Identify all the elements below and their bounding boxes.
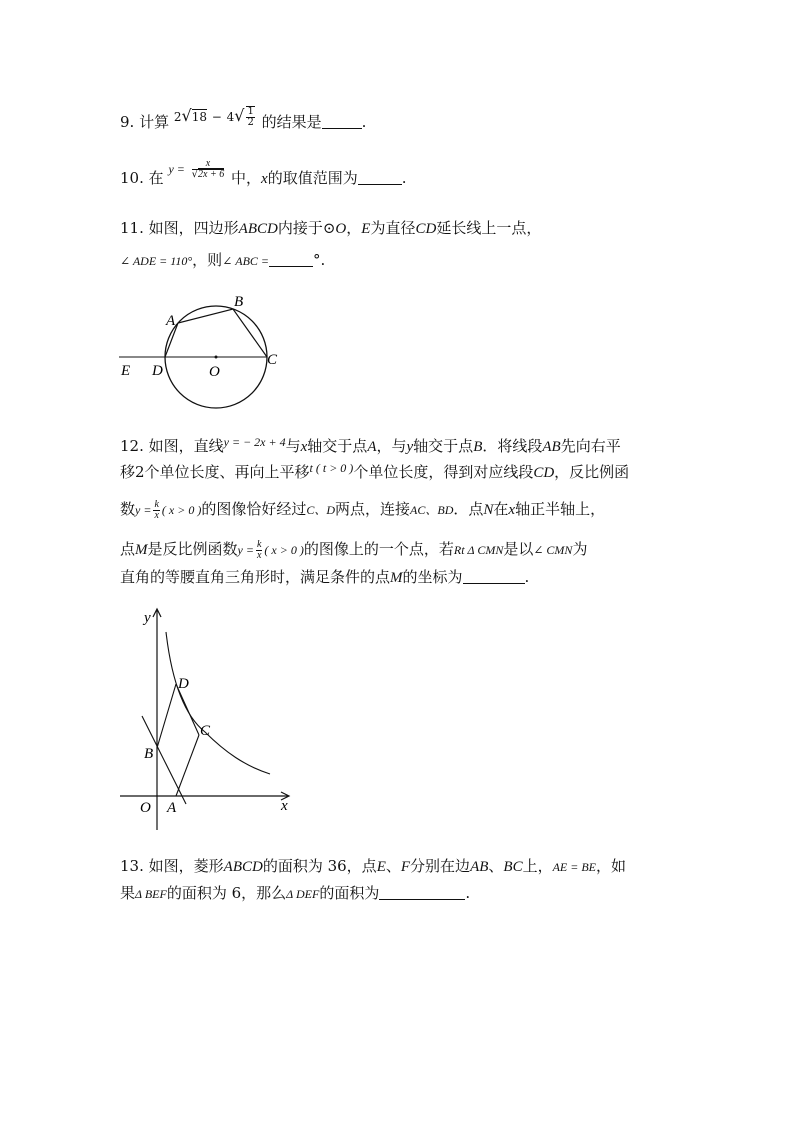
q12-l1-b: 与 [285,437,301,455]
q12-l4-cond: ( x > 0 ) [264,543,304,557]
question-11-line1 [120,218,541,239]
q13-number: 13. [120,857,144,875]
q10-y-eq: y = [168,162,185,176]
q13-l2-a: 果 [120,884,136,902]
q12-end: . [524,568,530,586]
q9-end: . [361,113,367,131]
q13-l2-b: 的面积为 6，那么 [166,884,287,902]
q12-l1-d: ，与 [376,437,407,455]
q13-def: Δ DEF [286,887,320,901]
q11-answer-blank[interactable] [269,252,313,267]
q11-o: O [335,221,347,237]
q9-coef-a: 2 [173,110,182,124]
q10-prefix: 在 [148,169,164,187]
q11-text-d: 延长线上一点， [436,219,542,237]
q13-ab: AB [470,859,489,875]
q10-number: 10. [120,169,144,187]
q10-frac-num: x [192,159,225,170]
q12-l1-x: x [300,439,308,455]
q10-function [168,158,226,180]
q12-l3-a: 数 [120,500,136,518]
q10-fraction [192,159,225,180]
q12-l5-a: 直角的等腰直角三角形时，满足条件的点 [120,568,391,586]
q12-l2-t: t ( t > 0 ) [309,461,354,475]
q12-l1-f: ．将线段 [482,437,543,455]
q13-bef: Δ BEF [135,887,167,901]
q12-label-b: B [144,746,154,762]
q12-l4-angle: ∠ CMN [533,543,573,557]
q12-l3-b: 的图像恰好经过 [201,500,307,518]
question-12-line3 [120,496,605,523]
q12-l3-e: 在 [493,500,509,518]
q9-coef-b: 4 [226,110,235,124]
q12-l3-acbd: AC、BD [410,503,454,517]
q12-l4-xden: x [256,549,262,561]
q12-l4-M: M [135,542,148,558]
q13-f: F [400,859,411,875]
q9-frac-den: 2 [247,117,254,128]
q11-angle-ade: ∠ ADE = 110° [120,254,193,268]
q12-l1-A: A [367,439,377,455]
q13-condition: AE = BE [552,860,597,874]
q11-degree-end: °. [313,251,326,269]
q12-figure [110,604,300,836]
q12-l1-c: 轴交于点 [307,437,368,455]
question-9 [120,106,367,134]
q11-center-point [215,356,218,359]
question-12-line2 [120,462,629,483]
q12-hyperbola [166,632,270,774]
q12-l4-e: 为 [572,540,588,558]
q12-l1-y: y [406,439,414,455]
q10-radicand: 2x + 6 [198,168,225,180]
question-13-line2 [120,883,470,904]
q12-label-a: A [167,800,177,816]
q13-abcd: ABCD [223,859,263,875]
q9-expression [174,106,257,128]
q12-l4-y: y = [237,543,254,557]
q12-l1-B: B [473,439,483,455]
q11-figure [115,292,295,412]
q12-l3-d: ．点 [453,500,484,518]
q11-label-d: D [152,363,163,379]
q12-l3-cd: C、D [306,503,336,517]
q12-l2-c: ，反比例函 [554,463,630,481]
q9-fraction [246,106,254,128]
q11-text-a: 如图，四边形 [148,219,239,237]
q13-l1-e: ，如 [596,857,627,875]
circle-symbol-icon: ⊙ [322,219,336,237]
question-12-line5 [120,567,529,588]
q13-l1-b: 的面积为 36，点 [262,857,377,875]
q12-l4-a: 点 [120,540,136,558]
question-12-line1 [120,436,621,457]
q12-l1-a: 如图，直线 [148,437,224,455]
q12-segment-bd [157,684,176,748]
sqrt-icon: √ [181,106,192,125]
q10-mid: 中， [231,169,262,187]
q9-answer-blank[interactable] [322,114,362,129]
q11-label-b: B [234,294,244,310]
q12-l5-M: M [390,570,403,586]
q13-l1-c: 分别在边 [410,857,471,875]
q10-suffix: 的取值范围为 [267,169,358,187]
q12-l2-b: 个单位长度，得到对应线段 [353,463,534,481]
q12-l2-a: 移2个单位长度、再向上平移 [120,463,310,481]
q10-answer-blank[interactable] [358,170,402,185]
q11-label-c: C [267,352,278,368]
q11-label-o: O [209,364,220,380]
q12-l3-N: N [483,502,494,518]
q12-l4-k: k [256,538,262,550]
q12-l3-c: 两点，连接 [335,500,411,518]
q9-suffix: 的结果是 [261,113,322,131]
q9-prefix: 计算 [139,113,170,131]
q12-label-d: D [178,676,189,692]
q12-l3-x: x [508,502,516,518]
q12-l3-xden: x [154,509,159,521]
q13-l1-d: 上， [522,857,553,875]
sqrt-icon: √ [234,106,245,125]
q13-sep: 、 [385,857,401,875]
q12-l3-f: 轴正半轴上， [515,500,606,518]
q12-label-x: x [281,798,288,814]
q12-l1-AB: AB [542,439,561,455]
q13-l2-c: 的面积为 [319,884,380,902]
q12-label-c: C [200,723,211,739]
q12-l4-c: 的图像上的一个点，若 [303,540,454,558]
q12-l1-g: 先向右平 [560,437,621,455]
q12-l3-k: k [154,498,159,510]
q13-bc: BC [503,859,523,875]
q12-answer-blank[interactable] [463,569,525,584]
q12-line-eq: y = − 2x + 4 [223,435,286,449]
question-10 [120,157,407,190]
q12-l1-e: 轴交于点 [413,437,474,455]
question-11-line2 [120,250,325,271]
q11-text-c: 为直径 [370,219,416,237]
q11-angle-abc: ∠ ABC = [222,254,270,268]
q11-text-then: ，则 [192,251,223,269]
q9-minus: − [211,110,222,124]
q12-segment-ac [176,735,199,796]
q13-l1-a: 如图，菱形 [148,857,224,875]
q12-l5-b: 的坐标为 [402,568,463,586]
q13-e: E [376,859,386,875]
q11-quad [165,309,267,357]
q10-var: x [261,171,268,187]
sqrt-icon: √ [191,168,199,180]
q12-l3-y: y = [135,503,152,517]
q11-comma: ， [346,219,362,237]
q10-end: . [401,169,407,187]
q13-sep2: 、 [488,857,504,875]
q9-frac-num: 1 [247,106,254,117]
q12-l3-fraction [153,500,159,521]
q12-l2-CD: CD [533,465,555,481]
q12-label-y: y [144,610,151,626]
q12-l4-rt: Rt Δ CMN [453,543,504,557]
q9-number: 9. [120,113,135,131]
q12-l4-d: 是以 [503,540,534,558]
q11-label-a: A [166,313,176,329]
q12-l3-cond: ( x > 0 ) [161,503,202,517]
question-13-line1 [120,856,626,877]
q12-label-o: O [140,800,151,816]
q11-number: 11. [120,219,144,237]
q13-answer-blank[interactable] [379,885,465,900]
q12-l4-fraction [256,540,262,561]
q11-abcd: ABCD [238,221,278,237]
q12-l4-b: 是反比例函数 [147,540,238,558]
q11-label-e: E [121,363,131,379]
q11-cd: CD [415,221,437,237]
q11-text-b: 内接于 [277,219,323,237]
q13-end: . [465,884,471,902]
q12-number: 12. [120,437,144,455]
q9-radicand-a: 18 [191,110,208,124]
question-12-line4 [120,536,587,563]
q11-e: E [361,221,371,237]
q10-frac-den [192,170,225,180]
